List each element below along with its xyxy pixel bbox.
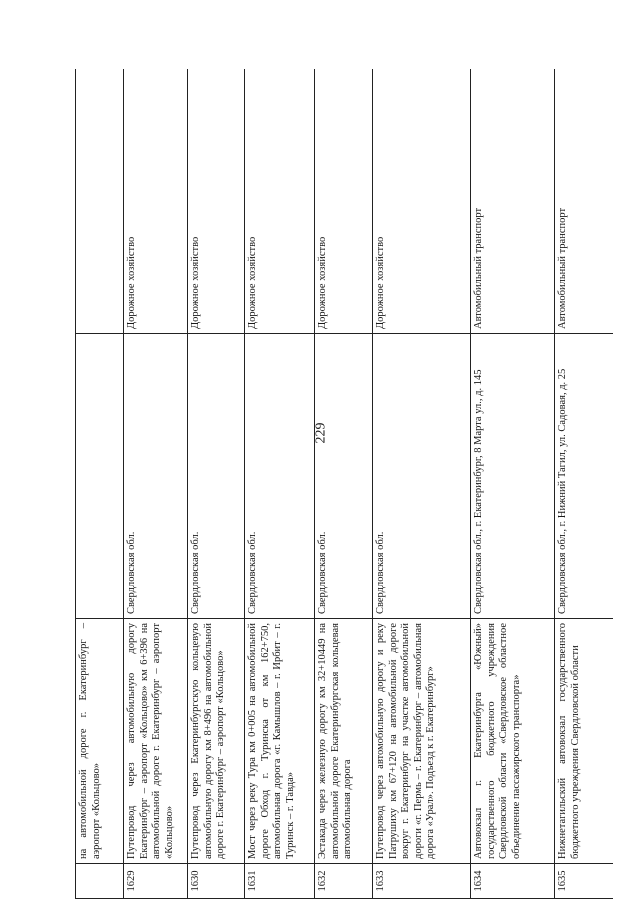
- row-number: 1630: [188, 864, 245, 899]
- page-number-text: 229: [313, 422, 328, 444]
- object-field: Дорожное хозяйство: [373, 69, 471, 334]
- table-row: [245, 69, 315, 899]
- row-number: [76, 864, 124, 899]
- table-row: [76, 69, 124, 899]
- row-number: 1631: [245, 864, 315, 899]
- object-address: Свердловская обл.: [124, 334, 188, 619]
- object-name: Нижнетагильский автовокзал государственного бюджетного учреждения Свердловской области: [555, 619, 614, 864]
- object-name: Эстакада через железную дорогу км 32+10449 на автомобильной дороге Екатеринбургская кольцевая автомобильная дорога: [315, 619, 373, 864]
- table-row: [315, 69, 373, 899]
- object-address: [76, 334, 124, 619]
- object-name: Автовокзал г. Екатеринбурга «Южный» государственного бюджетного учреждения Свердловской области «Свердловское областное объединение пассажирского транспорта»: [471, 619, 555, 864]
- object-name: Путепровод через автомобильную дорогу Екатеринбург – аэропорт «Кольцово» км 6+396 на автомобильной дороге г. Екатеринбург – аэропорт «Кольцово»: [124, 619, 188, 864]
- row-number: 1632: [315, 864, 373, 899]
- object-address: Свердловская обл.: [315, 334, 373, 619]
- object-field: Автомобильный транспорт: [471, 69, 555, 334]
- object-address: Свердловская обл.: [188, 334, 245, 619]
- table-row: [471, 69, 555, 899]
- table-row: [188, 69, 245, 899]
- object-name: Мост через реку Тура км 0+005 на автомобильной дороге Обход г. Туринска от км 162+750, автомобильная дорога «г. Камышлов – г. Ирбит – г. Туринск – г. Тавда»: [245, 619, 315, 864]
- registry-table-canvas: [75, 69, 613, 899]
- object-field: Дорожное хозяйство: [315, 69, 373, 334]
- object-address: Свердловская обл., г. Екатеринбург, 8 Марта ул., д. 145: [471, 334, 555, 619]
- object-name: Путепровод через автомобильную дорогу и реку Патрушиху км 67+120 на автомобильной дороге вокруг г. Екатеринбург на участке автомобильной дороги «г. Пермь – г. Екатеринбург – автомобильная дорога «Урал». Подъезд к г. Екатеринбург»: [373, 619, 471, 864]
- object-address: Свердловская обл., г. Нижний Тагил, ул. Садовая, д. 25: [555, 334, 614, 619]
- object-field: Дорожное хозяйство: [124, 69, 188, 334]
- table-row: [373, 69, 471, 899]
- row-number: 1634: [471, 864, 555, 899]
- registry-table: [75, 69, 613, 899]
- object-field: [76, 69, 124, 334]
- object-address: Свердловская обл.: [373, 334, 471, 619]
- object-field: Дорожное хозяйство: [188, 69, 245, 334]
- table-row: [124, 69, 188, 899]
- row-number: 1635: [555, 864, 614, 899]
- row-number: 1629: [124, 864, 188, 899]
- object-field: Дорожное хозяйство: [245, 69, 315, 334]
- registry-table-viewport: [75, 69, 613, 899]
- object-name: Путепровод через Екатеринбургскую кольцевую автомобильную дорогу км 8+496 на автомобильной дороге г. Екатеринбург – аэропорт «Кольцово»: [188, 619, 245, 864]
- object-field: Автомобильный транспорт: [555, 69, 614, 334]
- object-address: Свердловская обл.: [245, 334, 315, 619]
- table-row: [555, 69, 614, 899]
- object-name: на автомобильной дороге г. Екатеринбург – аэропорт «Кольцово»: [76, 619, 124, 864]
- row-number: 1633: [373, 864, 471, 899]
